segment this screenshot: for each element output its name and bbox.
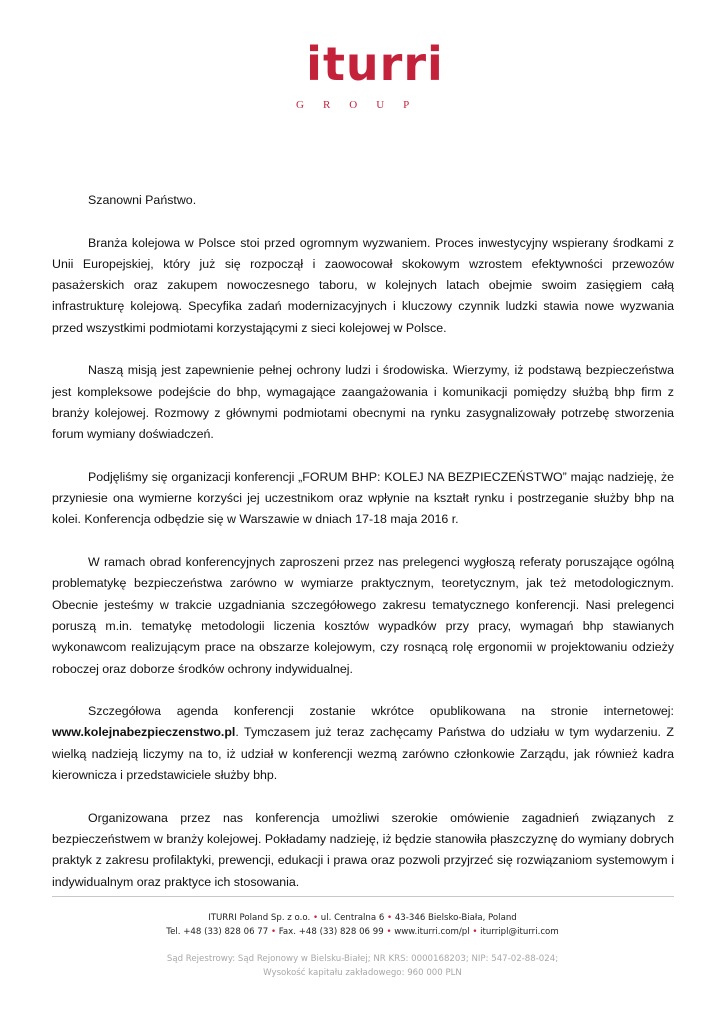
footer-divider xyxy=(52,896,674,897)
bullet-icon: • xyxy=(270,927,277,937)
logo-wordmark: iturri xyxy=(306,37,444,91)
bullet-icon: • xyxy=(312,913,319,923)
footer-address-line xyxy=(0,911,725,925)
agenda-text-before: Szczegółowa agenda konferencji zostanie wkrótce opublikowana na stronie internetowej: xyxy=(88,704,674,719)
company-logo xyxy=(0,37,725,111)
paragraph-closing: Organizowana przez nas konferencja umożliwi szerokie omówienie zagadnień związanych z bezpieczeństwem w branży kolejowej. Pokładamy nadzieję, iż będzie stanowiła płaszczyznę do wymiany dobrych praktyk z zakresu profilaktyki, prewencji, edukacji i prawa oraz pozwoli przyjrzeć się rozwiązaniom systemowym i indywidualnym oraz praktyce ich stosowania. xyxy=(52,810,674,889)
letter-body xyxy=(52,190,674,893)
bullet-icon: • xyxy=(472,927,478,937)
footer-website-link[interactable]: www.iturri.com/pl xyxy=(394,927,470,937)
footer-fax: Fax. +48 (33) 828 06 99 xyxy=(278,927,384,937)
agenda-text-after: . Tymczasem już teraz zachęcamy Państwa do udziału w tym wydarzeniu. Z wielką nadzieją liczymy na to, iż udział w konferencji wezmą zarówno członkowie Zarządu, jak również kadra kierownicza i przedstawiciele służby bhp. xyxy=(52,725,674,783)
paragraph-topics: W ramach obrad konferencyjnych zaproszeni przez nas prelegenci wygłoszą referaty poruszające ogólną problematykę bezpieczeństwa zarówno w wymiarze praktycznym, teoretycznym, jak też metodologicznym. Obecnie jesteśmy w trakcie uzgadniania szczegółowego zakresu tematycznego konferencji. Nasi prelegenci poruszą m.in. tematykę metodologii liczenia kosztów wypadków przy pracy, wymagań bhp stawianych wykonawcom realizującym prace na obszarze kolejowym, czy rosnącą rolę ergonomii w projektowaniu odzieży roboczej oraz doborze środków ochrony indywidualnej. xyxy=(52,555,674,676)
bullet-icon: • xyxy=(386,927,392,937)
footer xyxy=(0,911,725,980)
logo-subtitle: GROUP xyxy=(296,99,429,111)
footer-registry-block xyxy=(0,952,725,980)
footer-company: ITURRI Poland Sp. z o.o. xyxy=(208,913,311,923)
footer-contact-line xyxy=(0,925,725,939)
footer-registry: Sąd Rejestrowy: Sąd Rejonowy w Bielsku-Białej; NR KRS: 0000168203; NIP: 547-02-88-024; xyxy=(166,954,559,964)
footer-capital: Wysokość kapitału zakładowego: 960 000 PLN xyxy=(263,968,462,978)
footer-street: ul. Centralna 6 xyxy=(320,913,385,923)
conference-website-link[interactable]: www.kolejnabezpieczenstwo.pl xyxy=(52,725,236,740)
paragraph-industry: Branża kolejowa w Polsce stoi przed ogromnym wyzwaniem. Proces inwestycyjny wspierany środkami z Unii Europejskiej, który już się rozpoczął i zaowocował skokowym wzrostem efektywności przewozów pasażerskich oraz zakupem nowoczesnego taboru, w kolejnych latach obejmie swoim zasięgiem całą infrastrukturę kolejową. Specyfika zadań modernizacyjnych i kluczowy czynnik ludzki stawia nowe wyzwania przed wszystkimi podmiotami korzystającymi z sieci kolejowej w Polsce. xyxy=(52,235,674,335)
paragraph-mission: Naszą misją jest zapewnienie pełnej ochrony ludzi i środowiska. Wierzymy, iż podstawą bezpieczeństwa jest kompleksowe podejście do bhp, wymagające zaangażowania i komunikacji pomiędzy służbą bhp firm z branży kolejowej. Rozmowy z głównymi podmiotami obecnymi na rynku zasygnalizowały potrzebę stworzenia forum wymiany doświadczeń. xyxy=(52,363,674,442)
bullet-icon: • xyxy=(387,913,393,923)
paragraph-conference: Podjęliśmy się organizacji konferencji „FORUM BHP: KOLEJ NA BEZPIECZEŃSTWO” mając nadzieję, że przyniesie ona wymierne korzyści jej uczestnikom oraz wpłynie na kształt rynku i postrzeganie służby bhp na kolei. Konferencja odbędzie się w Warszawie w dniach 17-18 maja 2016 r. xyxy=(52,469,674,527)
greeting: Szanowni Państwo. xyxy=(88,193,197,207)
footer-city: 43-346 Bielsko-Biała, Poland xyxy=(394,913,517,923)
paragraph-agenda xyxy=(52,701,674,786)
footer-email-link[interactable]: iturripl@iturri.com xyxy=(480,927,559,937)
footer-phone: Tel. +48 (33) 828 06 77 xyxy=(166,927,269,937)
